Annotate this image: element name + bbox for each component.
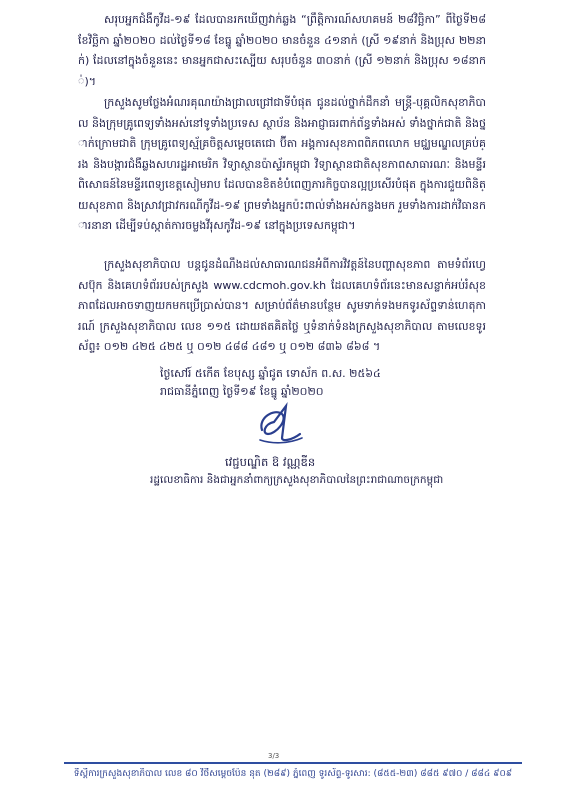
signature-image xyxy=(252,400,308,450)
paragraph-acknowledgement: ក្រសួងសូមថ្លែងអំណរគុណយ៉ាងជ្រាលជ្រៅជាទីបំផុត ជូនដល់ថ្នាក់ដឹកនាំ មន្ត្រី-បុគ្គលិកសុខាភិបាល និងក្រុមគ្រូពេទ្យទាំងអស់នៅទូទាំងប្រទេស ស្ថាប័ន និងអាជ្ញាធរពាក់ព័ន្ធទាំងអស់ ទាំងថ្នាក់ជាតិ និងថ្នាក់ក្រោមជាតិ ក្រុមគ្រូពេទ្យស្ម័គ្រចិត្តសម្តេចតេជោ ប៊ីតា អង្គការសុខភាពពិភពលោក មជ្ឈមណ្ឌលគ្រប់គ្រង និងបង្ការជំងឺឆ្លងសហរដ្ឋអាមេរិក វិទ្យាស្ថានប៉ាស្ទ័រកម្ពុជា វិទ្យាស្ថានជាតិសុខភាពសាធារណៈ និងមន្ទីរពិសោធន៍នៃមន្ទីរពេទ្យខេត្តសៀមរាប ដែលបានខិតខំបំពេញភារកិច្ចបានល្អប្រសើរបំផុត ក្នុងការជួយពិនិត្យសុខភាព និងស្រាវជ្រាវករណីកូវីដ-១៩ ព្រមទាំងអ្នកប៉ះពាល់ទាំងអស់កន្លងមក រួមទាំងការដាក់វិធានការនានា ដើម្បីទប់ស្កាត់ការចម្លងវីរុសកូវីដ-១៩ នៅក្នុងប្រទេសកម្ពុជា។ xyxy=(78,96,486,232)
footer-address: ទីស្តីការក្រសួងសុខាភិបាល លេខ ៨០ វិថីសម្តេចប៉ែន នុត (២៨៩) ភ្នំពេញ ទូរស័ព្ទ-ទូរសារ: (៨៥៥-២៣) ៨៨៥ ៩៧០ / ៨៨៤ ៩០៩ xyxy=(73,769,513,779)
page-number: 3/3 xyxy=(268,752,280,760)
footer-divider xyxy=(64,762,522,764)
lunar-date-line: ថ្ងៃសៅរ៍ ៥កើត ខែបុស្ស ឆ្នាំជូត ទោស័ក ព.ស. ២៥៦៤ xyxy=(160,367,381,380)
place-date-line: រាជធានីភ្នំពេញ ថ្ងៃទី១៩ ខែធ្នូ ឆ្នាំ២០២០ xyxy=(160,385,324,398)
signer-name: វេជ្ជបណ្ឌិត ឱ វណ្ណឌីន xyxy=(225,455,316,469)
signer-title: រដ្ឋលេខាធិការ និងជាអ្នកនាំពាក្យក្រសួងសុខាភិបាលនៃព្រះរាជាណាចក្រកម្ពុជា xyxy=(150,474,444,486)
paragraph-case-summary: សរុបអ្នកជំងឺកូវីដ-១៩ ដែលបានរកឃើញវាក់ឆ្លង “ព្រឹត្តិការណ៍សហគមន៍ ២៨វិច្ឆិកា” ពីថ្ងៃទី២៨ ខែវិច្ឆិកា ឆ្នាំ២០២០ ដល់ថ្ងៃទី១៨ ខែធ្នូ ឆ្នាំ២០២០ មានចំនួន ៤១នាក់ (ស្រី ១៩នាក់ និងប្រុស ២២នាក់) ដែលនៅក្នុងចំនួននេះ មានអ្នកជាសះស្បើយ សរុបចំនួន ៣០នាក់ (ស្រី ១២នាក់ និងប្រុស ១៨នាក់)។ xyxy=(78,13,486,88)
paragraph-contact-info: ក្រសួងសុខាភិបាល បន្តជូនដំណឹងដល់សាធារណជនអំពីការវិវត្តន៍នៃបញ្ហាសុខភាព តាមទំព័រហ្វេសប៊ុក និងគេហទំព័ររបស់ក្រសួង www.cdcmoh.gov.kh ដែលគេហទំព័រនេះមានសន្លាក់អប់រំសុខភាពដែលអាចទាញយកមកប្រើប្រាស់បាន។ សម្រាប់ព័ត៌មានបន្ថែម សូមទាក់ទងមកទូរស័ព្ទទាន់ហេតុការណ៍ ក្រសួងសុខាភិបាល លេខ ១១៥ ដោយឥតគិតថ្លៃ ឬទំនាក់ទំនងក្រសួងសុខាភិបាល តាមលេខទូរស័ព្ទ៖ ០១២ ៤២៥ ៤២៥ ឬ ០១២ ៤៨៨ ៤៨១ ឬ ០១២ ៨៣៦ ៨៦៨ ។ xyxy=(78,258,486,353)
date-block xyxy=(150,365,490,401)
